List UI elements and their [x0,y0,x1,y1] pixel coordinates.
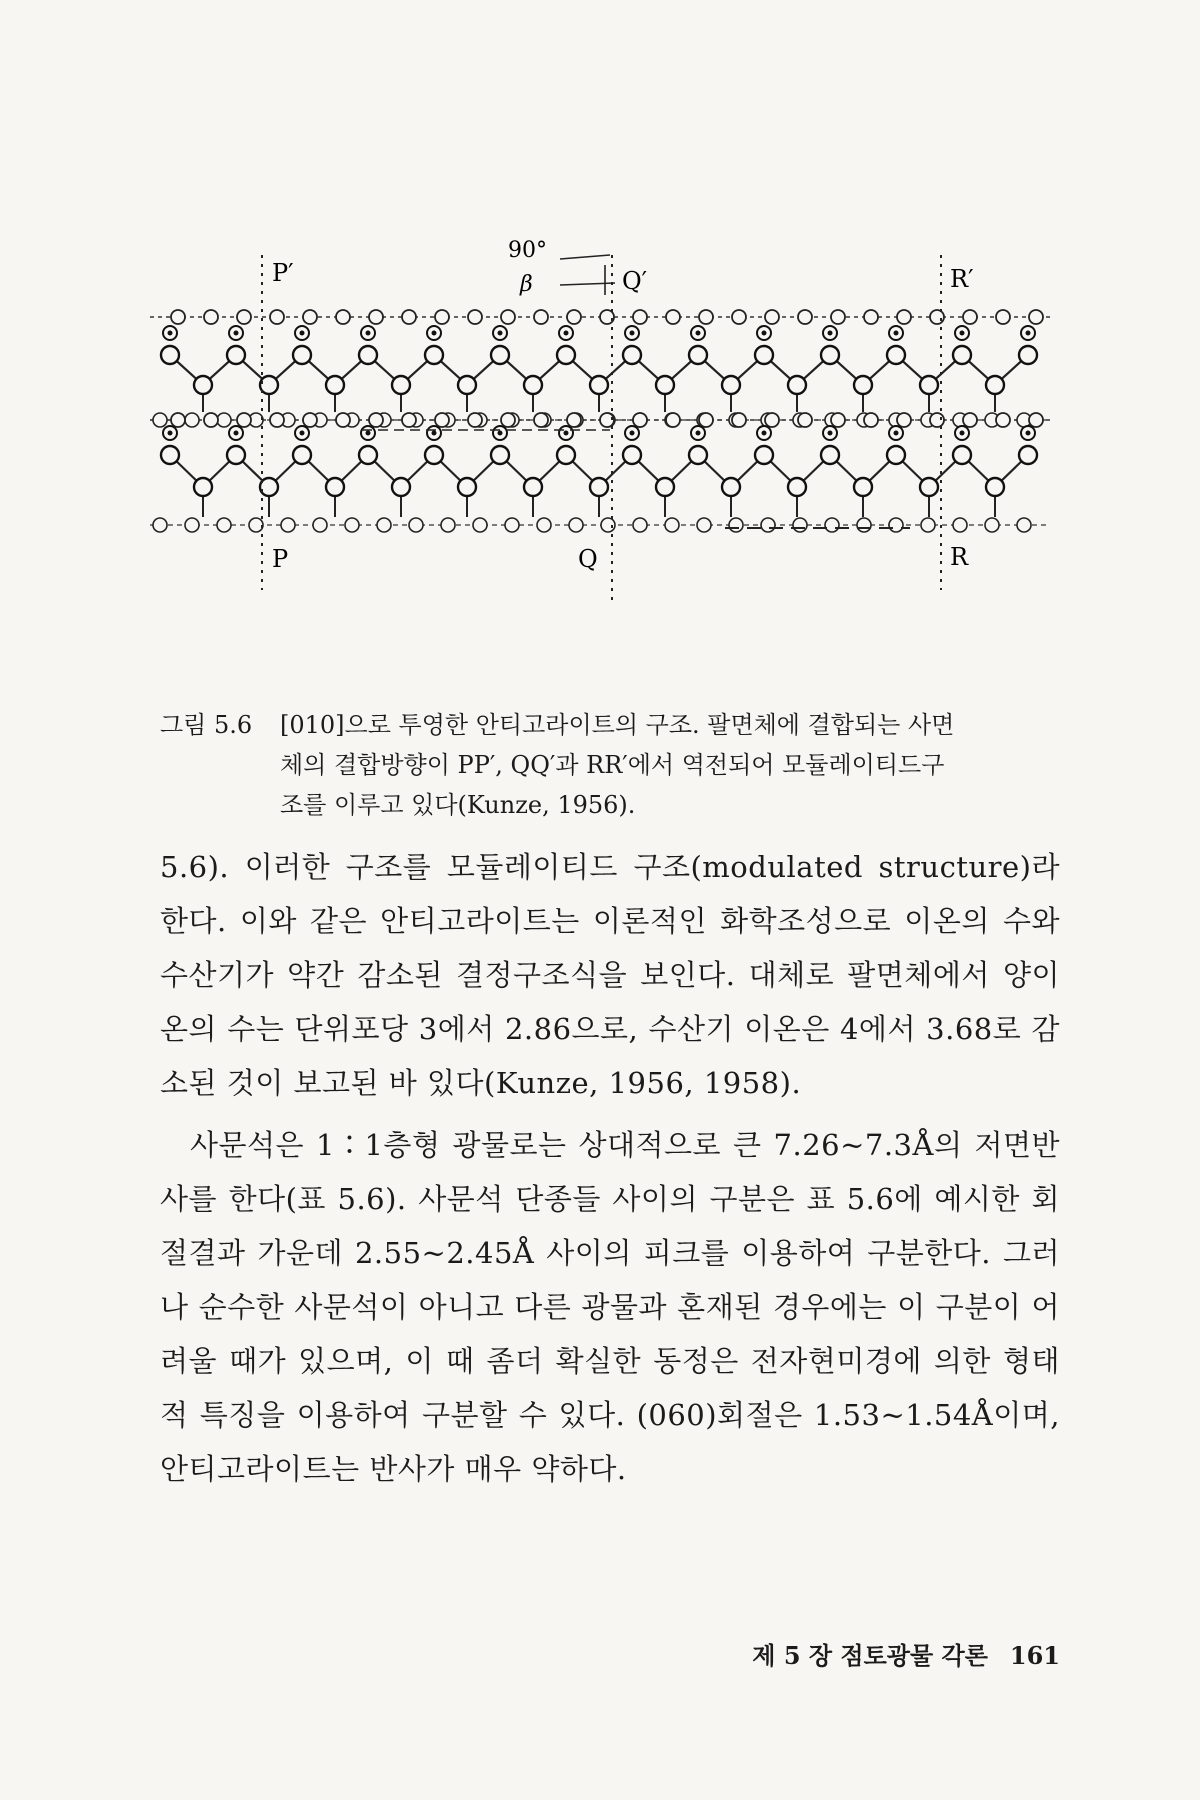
base-atom [537,518,551,532]
base-atom [825,518,839,532]
tetra-atom [600,310,614,324]
oxygen-atom [359,346,377,364]
oxygen-atom [194,478,212,496]
tetra-atom [204,413,218,427]
tetra-atom [963,413,977,427]
tetra-atom [435,413,449,427]
hydroxyl-center [498,331,503,336]
hydroxyl-center [1026,331,1031,336]
base-atom [921,518,935,532]
base-atom [281,518,295,532]
base-atom [409,518,423,532]
hydroxyl-center [696,331,701,336]
base-atom [441,518,455,532]
oxygen-atom [953,346,971,364]
oxygen-atom [887,346,905,364]
base-atom [1017,518,1031,532]
base-atom [569,518,583,532]
page-footer [700,1636,1060,1671]
tetra-atom [336,413,350,427]
tetra-atom [732,413,746,427]
oxygen-atom [293,346,311,364]
tetra-atom [633,413,647,427]
base-atom [889,518,903,532]
tetra-atom [303,413,317,427]
oxygen-atom [161,446,179,464]
hydroxyl-center [960,331,965,336]
tetra-atom [567,413,581,427]
hydroxyl-center [762,431,767,436]
oxygen-atom [557,346,575,364]
hydroxyl-center [168,331,173,336]
label-r-prime: R′ [950,265,974,293]
base-atom [313,518,327,532]
tetra-atom [501,413,515,427]
label-angle-90: 90° [508,238,547,263]
base-atom [153,518,167,532]
base-atom [633,518,647,532]
oxygen-atom [326,376,344,394]
oxygen-atom [986,478,1004,496]
caption-line-3: 조를 이루고 있다(Kunze, 1956). [280,791,636,819]
base-atom [505,518,519,532]
oxygen-atom [821,446,839,464]
hydroxyl-center [366,331,371,336]
tetra-atom [534,310,548,324]
tetra-atom [831,310,845,324]
oxygen-atom [590,478,608,496]
oxygen-atom [161,346,179,364]
base-atom [345,518,359,532]
tetra-atom [204,310,218,324]
tetra-atom [765,413,779,427]
label-p-prime: P′ [272,259,294,287]
hydroxyl-center [168,431,173,436]
tetra-atom [798,413,812,427]
base-atom [377,518,391,532]
hydroxyl-center [498,431,503,436]
tetra-atom [765,310,779,324]
oxygen-atom [425,446,443,464]
chapter-title: 제 5 장 점토광물 각론 [752,1641,988,1670]
oxygen-atom [689,346,707,364]
hydroxyl-center [762,331,767,336]
hydroxyl-center [432,431,437,436]
oxygen-atom [425,346,443,364]
tetra-atom [237,413,251,427]
tetra-atom [501,310,515,324]
hydroxyl-center [234,431,239,436]
hydroxyl-center [828,431,833,436]
hydroxyl-center [828,331,833,336]
oxygen-atom [920,478,938,496]
oxygen-atom [359,446,377,464]
tetra-atom [171,310,185,324]
oxygen-atom [392,478,410,496]
tetra-atom [666,310,680,324]
tetra-atom [402,310,416,324]
oxygen-atom [458,376,476,394]
tetra-atom [1029,310,1043,324]
oxygen-atom [392,376,410,394]
base-atom [697,518,711,532]
oxygen-atom [1019,346,1037,364]
tetra-atom [336,310,350,324]
tetra-atom [1029,413,1043,427]
label-q-prime: Q′ [622,267,648,295]
oxygen-atom [326,478,344,496]
base-atom [857,518,871,532]
hydroxyl-center [894,431,899,436]
tetra-atom [468,310,482,324]
oxygen-atom [491,446,509,464]
hydroxyl-center [630,331,635,336]
oxygen-atom [656,478,674,496]
tetra-atom [237,310,251,324]
oxygen-atom [821,346,839,364]
tetra-atom [996,310,1010,324]
page-number: 161 [1009,1641,1060,1670]
antigorite-structure-diagram [140,238,1060,685]
caption-line-1: 그림 5.6 [010]으로 투영한 안티고라이트의 구조. 팔면체에 결합되는 사면 [160,705,1060,745]
oxygen-atom [854,376,872,394]
tetra-atom [633,310,647,324]
base-atom [185,518,199,532]
oxygen-atom [227,346,245,364]
hydroxyl-center [960,431,965,436]
tetra-atom [534,413,548,427]
oxygen-atom [854,478,872,496]
hydroxyl-center [894,331,899,336]
hydroxyl-center [1026,431,1031,436]
oxygen-atom [986,376,1004,394]
oxygen-atom [524,376,542,394]
oxygen-atom [557,446,575,464]
hydroxyl-center [696,431,701,436]
oxygen-atom [722,478,740,496]
hydroxyl-center [234,331,239,336]
tetra-atom [897,413,911,427]
oxygen-atom [293,446,311,464]
tetra-atom [732,310,746,324]
hydroxyl-center [432,331,437,336]
hydroxyl-center [630,431,635,436]
oxygen-atom [920,376,938,394]
oxygen-atom [788,478,806,496]
oxygen-atom [227,446,245,464]
label-beta: β [520,272,533,297]
tetra-atom [402,413,416,427]
hydroxyl-center [366,431,371,436]
base-atom [185,413,199,427]
tetra-atom [303,310,317,324]
oxygen-atom [623,446,641,464]
base-atom [985,518,999,532]
oxygen-atom [656,376,674,394]
tetra-atom [699,310,713,324]
oxygen-atom [623,346,641,364]
oxygen-atom [755,446,773,464]
tetra-atom [468,413,482,427]
tetra-atom [171,413,185,427]
oxygen-atom [491,346,509,364]
tetra-atom [270,310,284,324]
hydroxyl-center [564,431,569,436]
tetra-atom [699,413,713,427]
base-atom [665,518,679,532]
tetra-atom [270,413,284,427]
tetra-atom [963,310,977,324]
hydroxyl-center [300,431,305,436]
tetra-atom [369,310,383,324]
tetra-atom [864,310,878,324]
hydroxyl-center [564,331,569,336]
paragraph-1: 5.6). 이러한 구조를 모듈레이티드 구조(modulated structure)라 한다. 이와 같은 안티고라이트는 이론적인 화학조성으로 이온의 수와 수산기가 약간 감소된 결정구조식을 보인다. 대체로 팔면체에서 양이온의 수는 단위포당 3에서 2.86으로, 수산기 이온은 4에서 3.68로 감소된 것이 보고된 바 있다(Kunze, 1956, 1958). [160,850,1060,1100]
oxygen-atom [524,478,542,496]
label-p: P [272,545,289,573]
tetra-atom [864,413,878,427]
base-atom [953,518,967,532]
base-atom [761,518,775,532]
oxygen-atom [689,446,707,464]
tetra-atom [435,310,449,324]
label-q: Q [578,545,598,573]
oxygen-atom [590,376,608,394]
base-atom [793,518,807,532]
oxygen-atom [755,346,773,364]
paragraph-2: 사문석은 1∶1층형 광물로는 상대적으로 큰 7.26~7.3Å의 저면반사를 한다(표 5.6). 사문석 단종들 사이의 구분은 표 5.6에 예시한 회절결과 가운데 2.55~2.45Å 사이의 피크를 이용하여 구분한다. 그러나 순수한 사문석이 아니고 다른 광물과 혼재된 경우에는 이 구분이 어려울 때가 있으며, 이 때 좀더 확실한 동정은 전자현미경에 의한 형태적 특징을 이용하여 구분할 수 있다. (060)회절은 1.53~1.54Å이며, 안티고라이트는 반사가 매우 약하다. [160,1128,1060,1486]
tetra-atom [897,310,911,324]
tetra-atom [369,413,383,427]
oxygen-atom [887,446,905,464]
base-atom [217,413,231,427]
tetra-atom [798,310,812,324]
tetra-atom [831,413,845,427]
caption-line-2: 체의 결합방향이 PP′, QQ′과 RR′에서 역전되어 모듈레이티드구 [280,751,945,779]
base-atom [153,413,167,427]
oxygen-atom [953,446,971,464]
oxygen-atom [1019,446,1037,464]
base-atom [729,518,743,532]
angle-90-arrow [560,255,610,259]
label-r: R [950,543,969,571]
angle-beta-arrow [560,283,615,285]
structure-figure [140,238,1060,685]
base-atom [249,518,263,532]
figure-caption [160,705,1060,825]
oxygen-atom [458,478,476,496]
body-text [160,840,1060,1504]
hydroxyl-center [300,331,305,336]
caption-label: 그림 5.6 [160,711,253,739]
tetra-atom [930,310,944,324]
base-atom [217,518,231,532]
tetra-atom [996,413,1010,427]
oxygen-atom [722,376,740,394]
base-atom [473,518,487,532]
oxygen-atom [788,376,806,394]
tetra-atom [666,413,680,427]
oxygen-atom [194,376,212,394]
tetra-atom [567,310,581,324]
